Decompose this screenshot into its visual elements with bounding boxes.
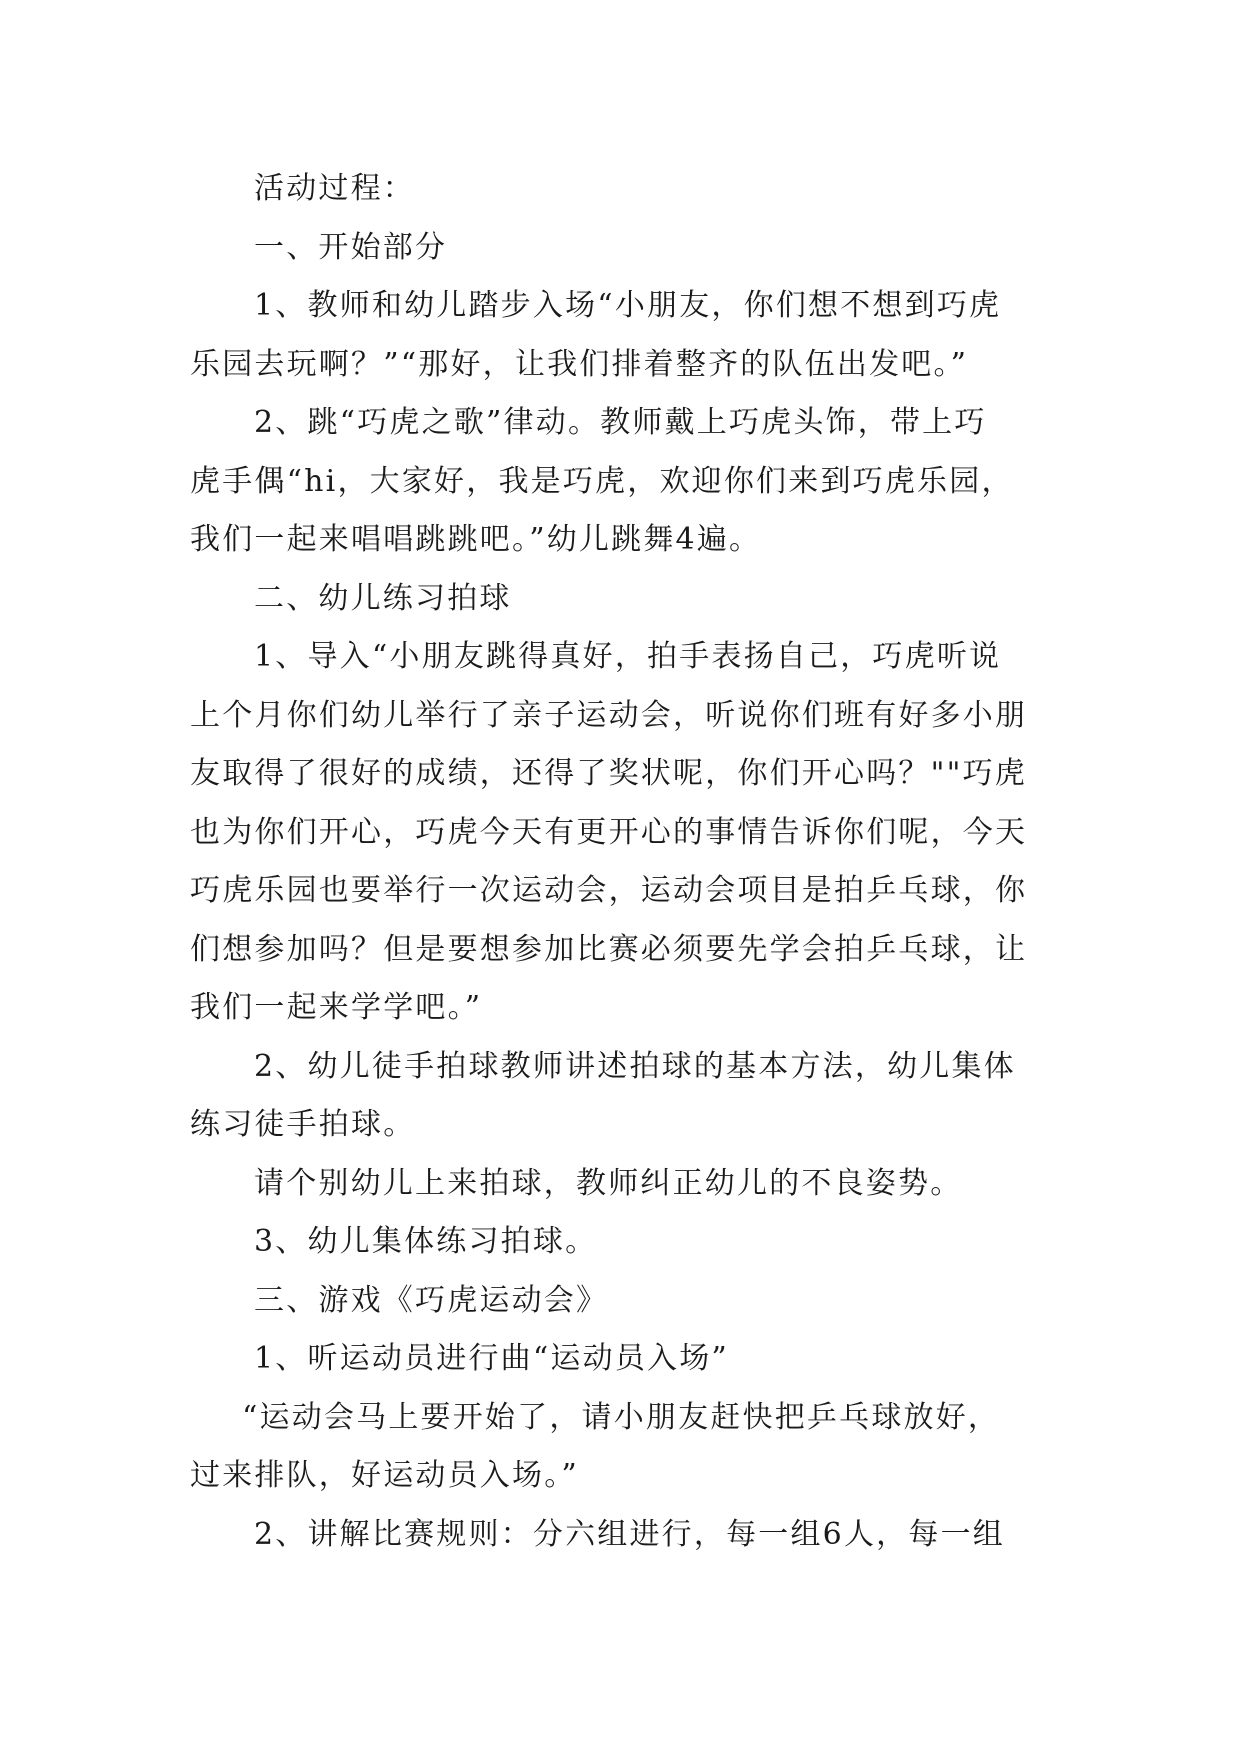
paragraph-line: 1、导入“小朋友跳得真好，拍手表扬自己，巧虎听说 [254, 639, 1002, 674]
paragraph-line: 上个月你们幼儿举行了亲子运动会，听说你们班有好多小朋 [190, 697, 1028, 733]
paragraph-line: 请个别幼儿上来拍球，教师纠正幼儿的不良姿势。 [254, 1165, 963, 1201]
paragraph-line: 虎手偶“hi，大家好，我是巧虎，欢迎你们来到巧虎乐园， [190, 463, 1014, 499]
paragraph-line: 3、幼儿集体练习拍球。 [254, 1224, 598, 1259]
section-heading: 二、幼儿练习拍球 [254, 580, 512, 616]
paragraph-line: 2、幼儿徒手拍球教师讲述拍球的基本方法，幼儿集体 [254, 1048, 1016, 1084]
paragraph-line: 练习徒手拍球。 [190, 1107, 416, 1142]
section-heading: 一、开始部分 [254, 229, 448, 265]
paragraph-line: 也为你们开心，巧虎今天有更开心的事情告诉你们呢，今天 [190, 814, 1028, 850]
document-body [190, 160, 1050, 1564]
paragraph-line: 我们一起来学学吧。” [190, 990, 483, 1025]
paragraph-line: 们想参加吗？但是要想参加比赛必须要先学会拍乒乓球，让 [190, 931, 1028, 967]
paragraph-line: 乐园去玩啊？”“那好，让我们排着整齐的队伍出发吧。” [190, 346, 969, 382]
paragraph-line: 2、讲解比赛规则：分六组进行，每一组6人，每一组 [254, 1516, 1005, 1552]
paragraph-line: 我们一起来唱唱跳跳吧。”幼儿跳舞4遍。 [190, 522, 762, 557]
paragraph-line: 友取得了很好的成绩，还得了奖状呢，你们开心吗？""巧虎 [190, 756, 1027, 791]
paragraph-line: “运动会马上要开始了，请小朋友赶快把乒乓球放好， [242, 1399, 1001, 1435]
paragraph-line: 过来排队，好运动员入场。” [190, 1458, 579, 1493]
section-heading: 活动过程： [254, 171, 415, 206]
paragraph-line: 巧虎乐园也要举行一次运动会，运动会项目是拍乒乓球，你 [190, 873, 1028, 908]
paragraph-line: 2、跳“巧虎之歌”律动。教师戴上巧虎头饰，带上巧 [254, 405, 987, 440]
section-heading: 三、游戏《巧虎运动会》 [254, 1282, 609, 1318]
paragraph-line: 1、教师和幼儿踏步入场“小朋友，你们想不想到巧虎 [254, 288, 1002, 323]
paragraph-line: 1、听运动员进行曲“运动员入场” [254, 1341, 729, 1376]
